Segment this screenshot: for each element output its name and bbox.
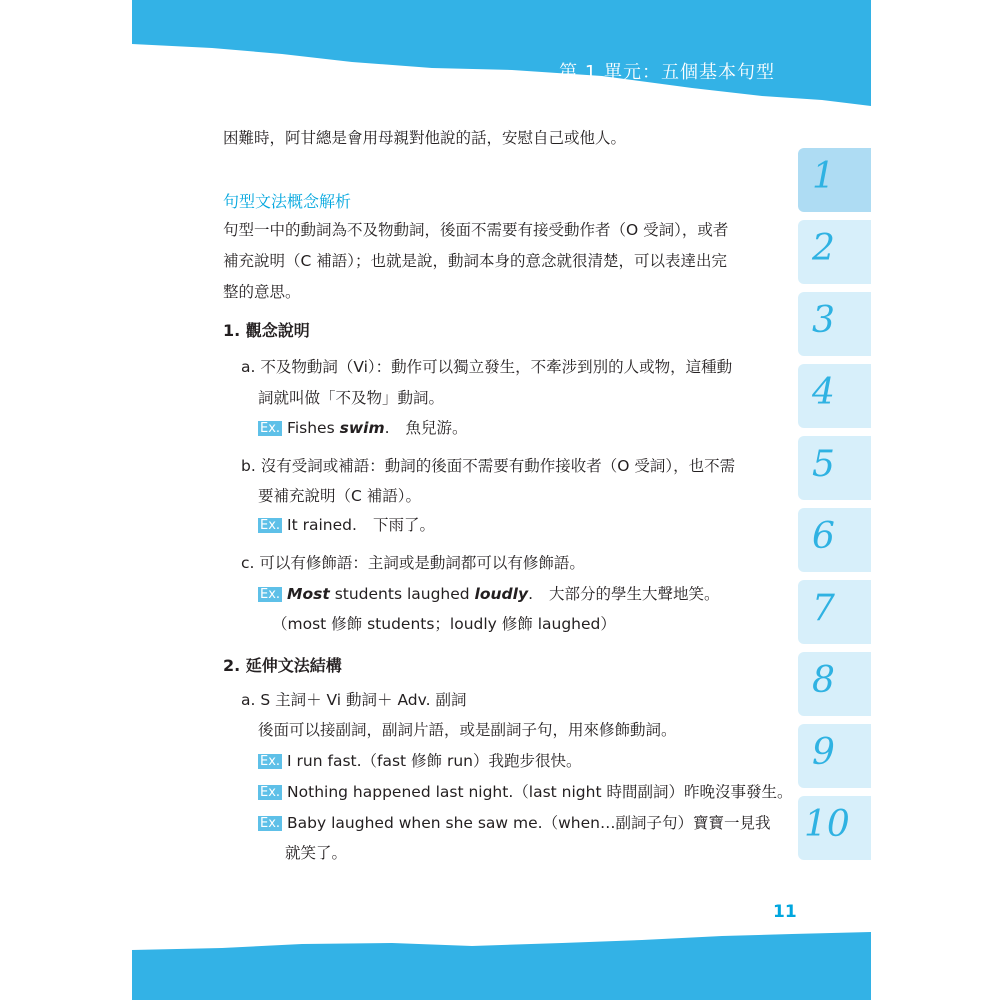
s2-example: Ex. Nothing happened last night.（last night 時間副詞）昨晚沒事發生。 xyxy=(260,783,793,801)
chapter-tab-4[interactable]: 4 xyxy=(798,364,871,428)
ex-badge: Ex. xyxy=(260,518,281,533)
chapter-tab-1[interactable]: 1 xyxy=(798,148,871,212)
s1-c-line: c. 可以有修飾語：主詞或是動詞都可以有修飾語。 xyxy=(241,554,585,572)
s1-b-line: b. 沒有受詞或補語：動詞的後面不需要有動作接收者（O 受詞），也不需 xyxy=(241,457,736,475)
chapter-tab-8[interactable]: 8 xyxy=(798,652,871,716)
page-number: 11 xyxy=(773,902,797,922)
s1-b-line: 要補充說明（C 補語）。 xyxy=(258,487,422,505)
chapter-tab-3[interactable]: 3 xyxy=(798,292,871,356)
section1-heading: 1. 觀念說明 xyxy=(223,321,310,340)
s1-c-example: Ex. Most students laughed loudly. 大部分的學生大聲地笑。 xyxy=(260,585,720,603)
s1-b-example: Ex. It rained. 下雨了。 xyxy=(260,516,435,534)
ex-badge: Ex. xyxy=(260,816,281,831)
concept-line: 句型一中的動詞為不及物動詞，後面不需要有接受動作者（O 受詞），或者 xyxy=(223,221,729,239)
unit-title: 第 1 單元：五個基本句型 xyxy=(559,62,775,83)
s2-a-line: 後面可以接副詞，副詞片語，或是副詞子句，用來修飾動詞。 xyxy=(258,721,677,739)
chapter-tab-2[interactable]: 2 xyxy=(798,220,871,284)
chapter-tab-10[interactable]: 10 xyxy=(798,796,871,860)
s1-a-line: 詞就叫做「不及物」動詞。 xyxy=(258,389,445,407)
intro-text: 困難時，阿甘總是會用母親對他說的話，安慰自己或他人。 xyxy=(223,129,627,147)
concept-title: 句型文法概念解析 xyxy=(223,192,352,211)
s1-a-example: Ex. Fishes swim. 魚兒游。 xyxy=(260,419,468,437)
s2-a-line: a. S 主詞＋ Vi 動詞＋ Adv. 副詞 xyxy=(241,691,467,709)
s2-example: Ex. I run fast.（fast 修飾 run）我跑步很快。 xyxy=(260,752,582,770)
footer-band xyxy=(132,930,871,1000)
book-page xyxy=(132,0,871,1000)
chapter-tab-5[interactable]: 5 xyxy=(798,436,871,500)
ex-badge: Ex. xyxy=(260,421,281,436)
s2-example-cont: 就笑了。 xyxy=(285,844,348,862)
chapter-tab-9[interactable]: 9 xyxy=(798,724,871,788)
concept-line: 整的意思。 xyxy=(223,283,301,301)
chapter-tab-6[interactable]: 6 xyxy=(798,508,871,572)
concept-line: 補充說明（C 補語）；也就是說，動詞本身的意念就很清楚，可以表達出完 xyxy=(223,252,728,270)
header-band xyxy=(132,0,871,112)
s1-c-note: （most 修飾 students；loudly 修飾 laughed） xyxy=(272,615,616,633)
ex-badge: Ex. xyxy=(260,785,281,800)
s1-a-line: a. 不及物動詞（Vi）：動作可以獨立發生，不牽涉到別的人或物，這種動 xyxy=(241,358,733,376)
section2-heading: 2. 延伸文法結構 xyxy=(223,656,342,675)
s2-example: Ex. Baby laughed when she saw me.（when…副詞子句）寶寶一見我 xyxy=(260,814,771,832)
chapter-tab-7[interactable]: 7 xyxy=(798,580,871,644)
ex-badge: Ex. xyxy=(260,754,281,769)
ex-badge: Ex. xyxy=(260,587,281,602)
